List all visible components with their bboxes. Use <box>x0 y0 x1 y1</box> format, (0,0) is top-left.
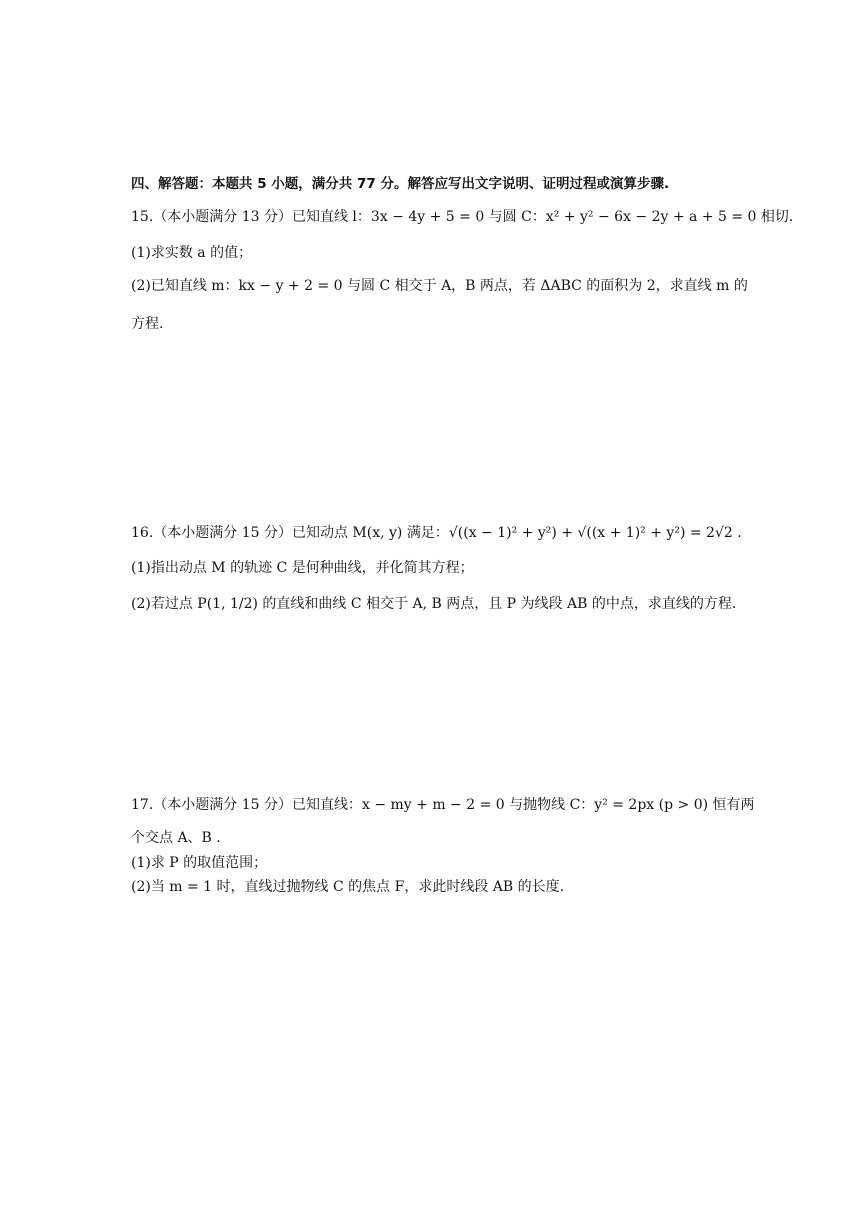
problem-15-stem: 15.（本小题满分 13 分）已知直线 l：3x − 4y + 5 = 0 与圆 C：x² + y² − 6x − 2y + a + 5 = 0 相切. <box>131 209 794 225</box>
problem-17-part-1: (1)求 P 的取值范围； <box>131 855 268 871</box>
section-title: 四、解答题：本题共 5 小题，满分共 77 分。解答应写出文字说明、证明过程或演算步骤. <box>131 176 670 192</box>
problem-15-part-1: (1)求实数 a 的值； <box>131 245 253 261</box>
problem-17-stem-continued: 个交点 A、B . <box>131 830 221 846</box>
problem-16-part-1: (1)指出动点 M 的轨迹 C 是何种曲线，并化简其方程； <box>131 560 474 576</box>
problem-16-stem: 16.（本小题满分 15 分）已知动点 M(x, y) 满足：√((x − 1)² + y²) + √((x + 1)² + y²) = 2√2 . <box>131 525 742 541</box>
problem-16-part-2: (2)若过点 P(1, 1/2) 的直线和曲线 C 相交于 A, B 两点，且 P 为线段 AB 的中点，求直线的方程. <box>131 596 737 612</box>
problem-17-stem: 17.（本小题满分 15 分）已知直线：x − my + m − 2 = 0 与抛物线 C：y² = 2px (p > 0) 恒有两 <box>131 797 755 813</box>
problem-15-part-2: (2)已知直线 m：kx − y + 2 = 0 与圆 C 相交于 A，B 两点，若 ΔABC 的面积为 2，求直线 m 的 <box>131 278 748 294</box>
problem-15-part-2-continued: 方程. <box>131 316 164 332</box>
problem-17-part-2: (2)当 m = 1 时，直线过抛物线 C 的焦点 F，求此时线段 AB 的长度. <box>131 879 565 895</box>
